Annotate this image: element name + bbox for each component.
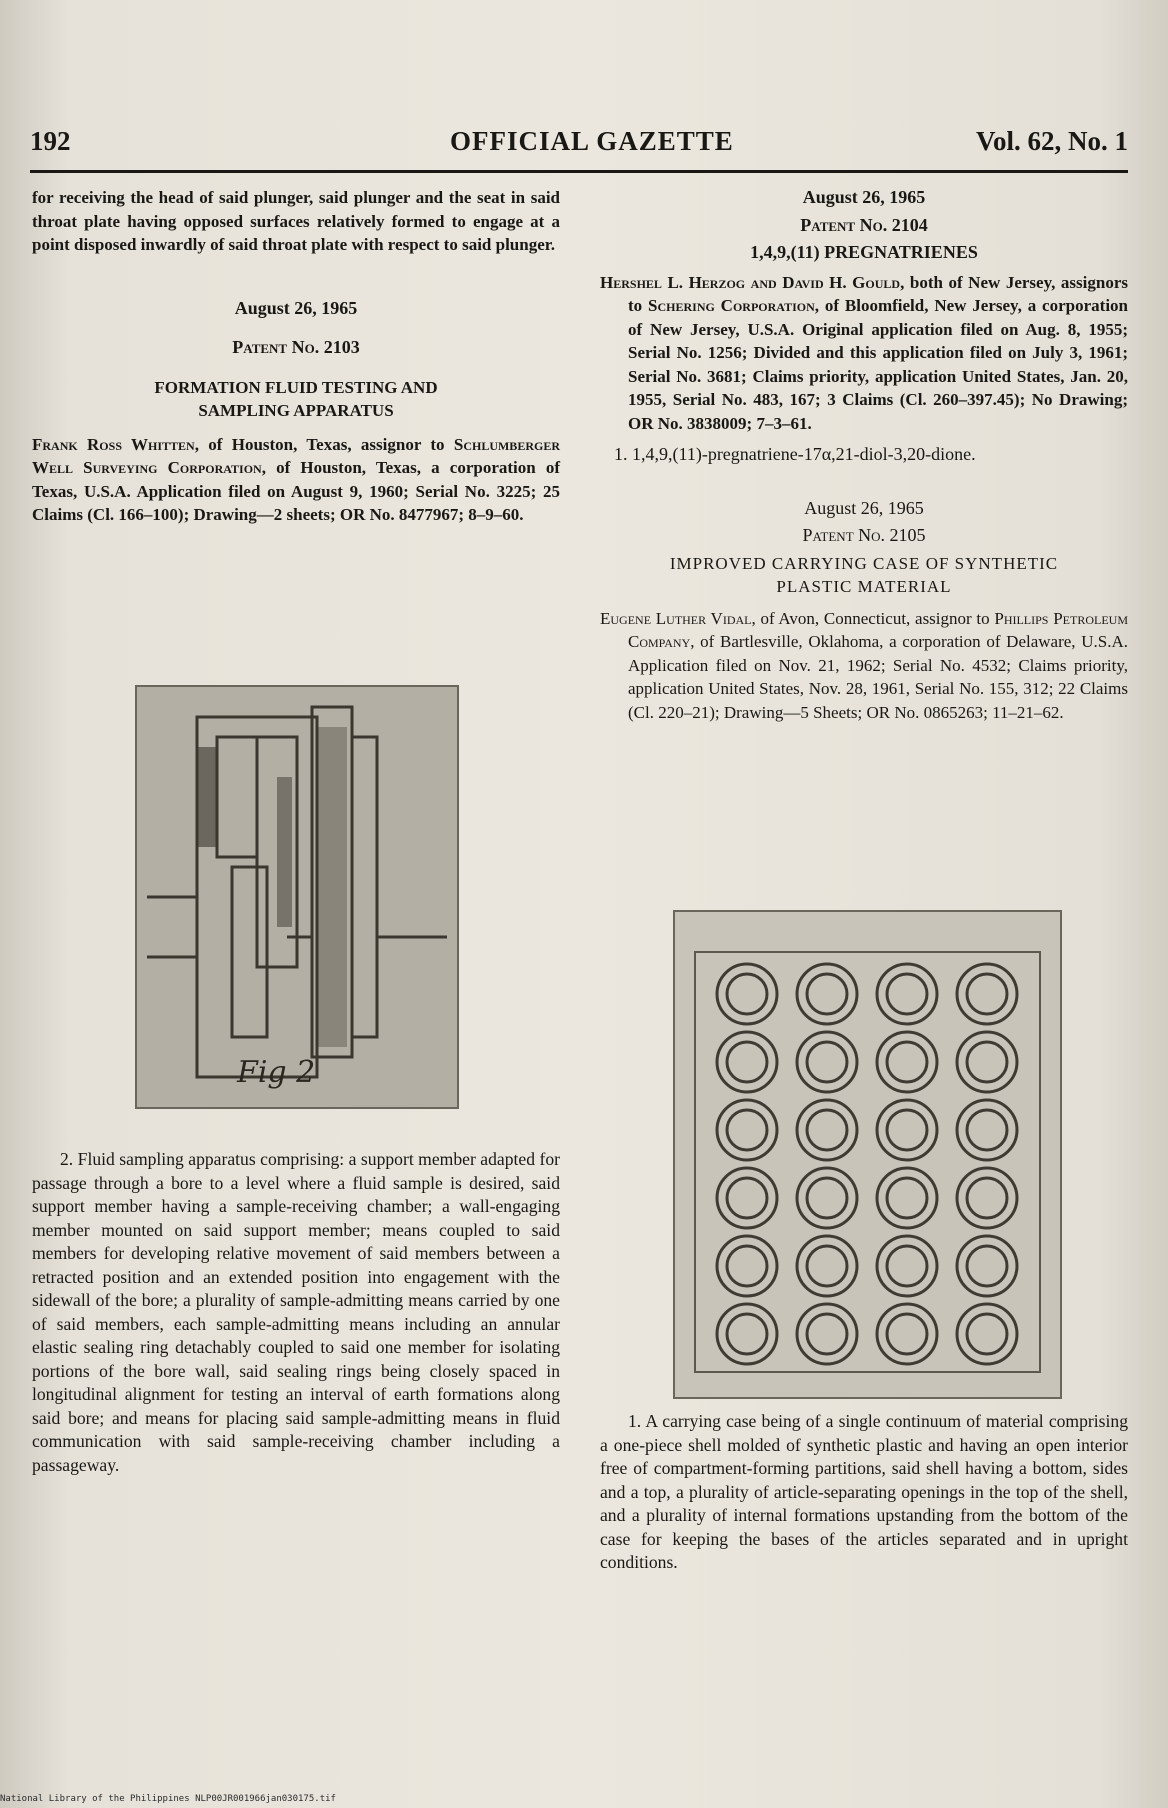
patent-2103-details: , of Houston, Texas, a corporation of Texas, U.S.A. Application filed on August 9, 1960; Serial No. 3225; 25 Claims (Cl. 166–100); Drawing—2 sheets; OR No. 8477967; 8–9–60. xyxy=(32,458,560,524)
left-column xyxy=(32,186,560,527)
volume-label: Vol. 62, No. 1 xyxy=(975,126,1128,156)
p2105-assignee: Phillips Petroleum Company xyxy=(628,608,1128,651)
scan-footer: National Library of the Philippines NLP00JR001966jan030175.tif xyxy=(0,1794,336,1804)
patent-2104-date: August 26, 1965 xyxy=(802,187,926,207)
page-number: 192 xyxy=(30,126,71,156)
p2104-mid: , both of New Jersey, assignors to xyxy=(628,272,1128,315)
p2104-details: , of Bloomfield, New Jersey, a corporation of New Jersey, U.S.A. Original application filed on Aug. 8, 1955; Serial No. 1256; Divided and this application filed on July 3, 1961; Serial No. 3681; Claims priority, application United States, Jan. 20, 1955, Serial No. 483, 167; 3 Claims (Cl. 260–397.45); No Drawing; OR No. 3838009; 7–3–61. xyxy=(628,296,1128,433)
patent-2105-title-2: PLASTIC MATERIAL xyxy=(776,577,952,596)
patent-2105-title-1: IMPROVED CARRYING CASE OF SYNTHETIC xyxy=(669,553,1059,573)
fig2-sketch xyxy=(137,687,457,1107)
p2105-mid: , of Avon, Connecticut, assignor to xyxy=(751,608,995,628)
inventor-text: , of Houston, Texas, assignor to xyxy=(194,434,454,454)
p2105-details: , of Bartlesville, Oklahoma, a corporation of Delaware, U.S.A. Application filed on Nov. 21, 1962; Serial No. 4532; Claims priority, application United States, Nov. 28, 1961, Serial No. 155, 312; 22 Claims (Cl. 220–21); Drawing—5 Sheets; OR No. 0865263; 11–21–62. xyxy=(628,632,1128,722)
patent-2103-title-2: SAMPLING APPARATUS xyxy=(198,401,394,420)
fig2-label: Fig 2 xyxy=(237,1055,316,1090)
patent-2103-abstract xyxy=(32,433,560,527)
publication-title: OFFICIAL GAZETTE xyxy=(450,126,734,156)
patent-2103-number: Patent No. 2103 xyxy=(232,337,360,357)
patent-2104-number: Patent No. 2104 xyxy=(800,214,928,235)
patent-2105-date: August 26, 1965 xyxy=(804,497,924,518)
carrying-case-sketch xyxy=(675,912,1060,1397)
patent-2105-number: Patent No. 2105 xyxy=(802,525,926,545)
patent-2105-claim-block xyxy=(600,1410,1128,1575)
patent-2104-abstract xyxy=(600,271,1128,436)
patent-2103-claim: 2. Fluid sampling apparatus comprising: a support member adapted for passage through a bore to a level where a fluid sample is desired, said support member having a sample-receiving chamber; a wall-engaging member mounted on said support member; means coupled to said members for developing relative movement of said members between a retracted position and an extended position into engagement with the sidewall of the bore; a plurality of sample-admitting means carried by one of said members, each sample-admitting means including an annular elastic sealing ring detachably coupled to said one member for isolating portions of the bore wall, said sealing rings being closely spaced in longitudinal alignment for testing an interval of earth formations along said bore; and means for placing said sample-admitting means in fluid communication with said sample-receiving chamber including a passageway. xyxy=(32,1149,560,1475)
page-header xyxy=(30,118,1128,158)
header-rule xyxy=(30,170,1128,173)
patent-2105-abstract xyxy=(600,607,1128,725)
patent-2104-claim: 1. 1,4,9,(11)-pregnatriene-17α,21-diol-3,20-dione. xyxy=(614,444,976,464)
p2104-inventors: Hershel L. Herzog and David H. Gould xyxy=(600,272,901,292)
patent-drawing-carrying-case xyxy=(673,910,1062,1399)
patent-2103-title-1: FORMATION FLUID TESTING AND xyxy=(154,377,438,397)
assignee-name: Schlumberger Well Surveying Corporation xyxy=(32,434,560,477)
continuation-text: for receiving the head of said plunger, said plunger and the seat in said throat plate having opposed surfaces relatively formed to engage at a point disposed inwardly of said throat plate with respect to said plunger. xyxy=(32,188,560,254)
patent-2105-claim: 1. A carrying case being of a single continuum of material comprising a one-piece shell molded of synthetic plastic and having an open interior free of compartment-forming partitions, said shell having a bottom, sides and a top, a plurality of article-separating openings in the top of the shell, and a plurality of internal formations upstanding from the bottom of the case for keeping the bases of the articles separated and in upright conditions. xyxy=(600,1411,1128,1572)
p2105-inventor: Eugene Luther Vidal xyxy=(600,608,752,628)
right-column xyxy=(600,186,1128,724)
patent-2104-title: 1,4,9,(11) PREGNATRIENES xyxy=(750,242,978,262)
inventor-name: Frank Ross Whitten xyxy=(32,434,195,454)
p2104-assignee: Schering Corporation xyxy=(648,296,815,315)
patent-2103-date: August 26, 1965 xyxy=(234,297,358,318)
patent-drawing-fig2 xyxy=(135,685,459,1109)
patent-2103-claim-block xyxy=(32,1148,560,1477)
